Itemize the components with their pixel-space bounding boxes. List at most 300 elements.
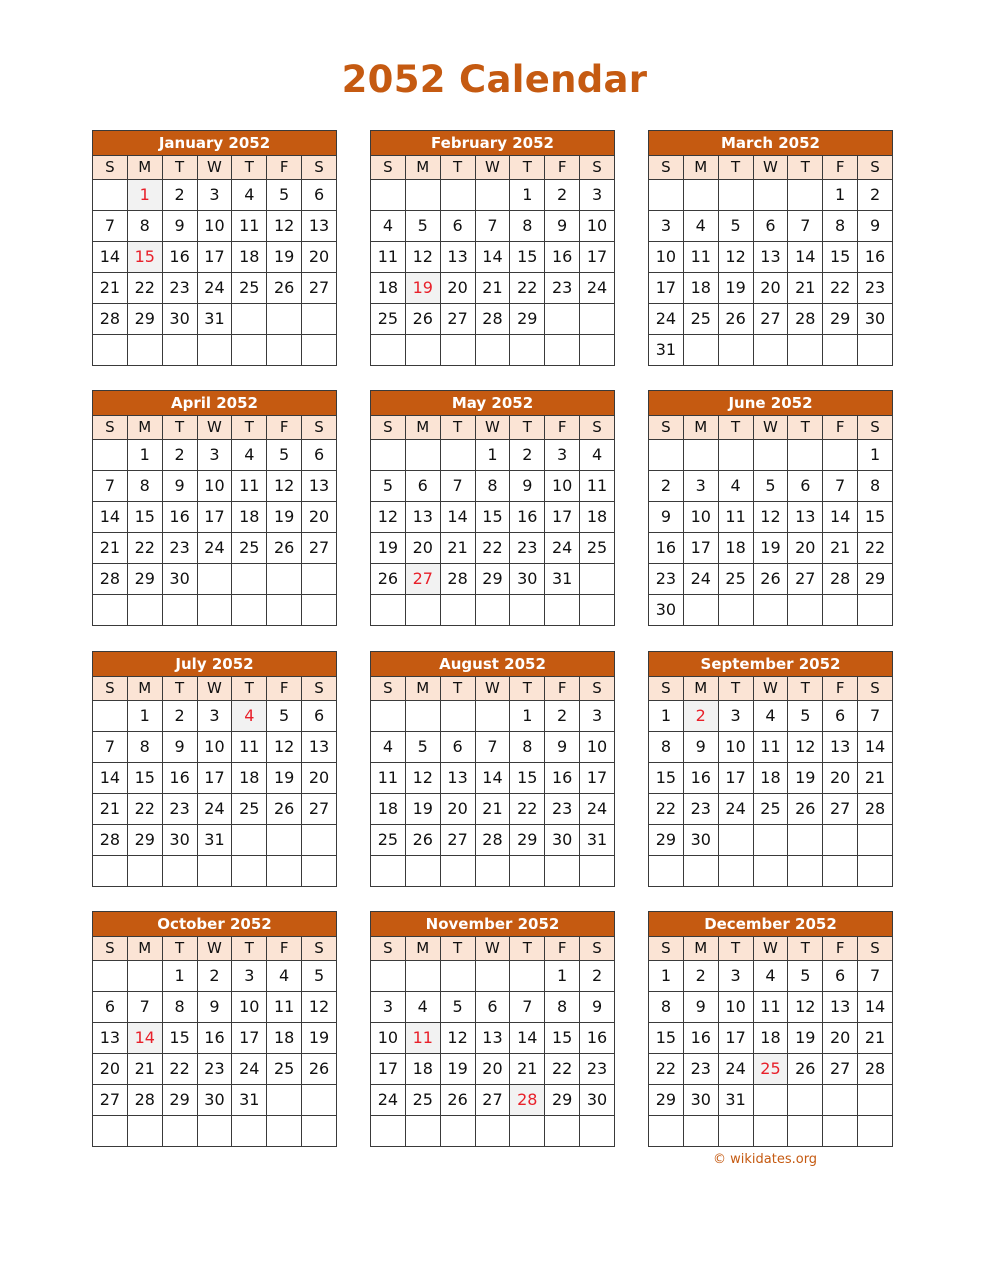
day-cell: 11 xyxy=(267,992,302,1023)
day-cell: 10 xyxy=(197,732,232,763)
empty-day-cell xyxy=(371,335,406,366)
week-row xyxy=(93,732,337,763)
day-cell: 26 xyxy=(718,304,753,335)
day-cell: 12 xyxy=(440,1023,475,1054)
day-cell: 15 xyxy=(162,1023,197,1054)
weekday-label: W xyxy=(197,677,232,701)
day-cell: 12 xyxy=(405,242,440,273)
month-calendar xyxy=(92,911,337,1148)
empty-day-cell xyxy=(510,856,545,887)
week-row xyxy=(93,502,337,533)
month-header: April 2052 xyxy=(92,390,337,416)
week-row xyxy=(371,564,615,595)
empty-day-cell xyxy=(823,856,858,887)
day-cell: 8 xyxy=(823,211,858,242)
weekday-label: W xyxy=(753,937,788,961)
day-cell: 13 xyxy=(93,1023,128,1054)
day-cell: 22 xyxy=(510,794,545,825)
week-row xyxy=(93,242,337,273)
empty-day-cell xyxy=(788,335,823,366)
weekday-label: S xyxy=(858,677,893,701)
day-cell: 21 xyxy=(858,1023,893,1054)
day-cell: 4 xyxy=(718,471,753,502)
day-cell: 8 xyxy=(127,471,162,502)
month-header: September 2052 xyxy=(648,651,893,677)
empty-day-cell xyxy=(371,701,406,732)
day-cell: 4 xyxy=(405,992,440,1023)
weekday-label: W xyxy=(475,937,510,961)
day-cell: 8 xyxy=(127,732,162,763)
day-cell: 20 xyxy=(823,1023,858,1054)
day-cell: 12 xyxy=(405,763,440,794)
empty-day-cell xyxy=(232,825,267,856)
empty-day-cell xyxy=(753,595,788,626)
day-cell: 6 xyxy=(440,211,475,242)
holiday-day-cell: 1 xyxy=(127,180,162,211)
day-cell: 20 xyxy=(440,273,475,304)
empty-day-cell xyxy=(440,180,475,211)
empty-day-cell xyxy=(127,961,162,992)
day-cell: 11 xyxy=(232,471,267,502)
weekday-label: T xyxy=(162,677,197,701)
day-cell: 18 xyxy=(371,794,406,825)
empty-day-cell xyxy=(649,1116,684,1147)
week-row xyxy=(371,763,615,794)
weekday-label: T xyxy=(718,416,753,440)
weekday-label: M xyxy=(405,156,440,180)
day-cell: 5 xyxy=(718,211,753,242)
day-cell: 21 xyxy=(127,1054,162,1085)
weekday-label: S xyxy=(649,937,684,961)
weekday-label: F xyxy=(823,677,858,701)
weekday-label: M xyxy=(683,416,718,440)
weekday-label: S xyxy=(649,677,684,701)
day-cell: 25 xyxy=(683,304,718,335)
day-cell: 6 xyxy=(823,961,858,992)
day-cell: 20 xyxy=(302,502,337,533)
month-grid xyxy=(648,155,893,366)
empty-day-cell xyxy=(93,335,128,366)
empty-day-cell xyxy=(197,1116,232,1147)
empty-day-cell xyxy=(753,180,788,211)
day-cell: 13 xyxy=(302,471,337,502)
empty-day-cell xyxy=(788,595,823,626)
day-cell: 1 xyxy=(475,440,510,471)
empty-day-cell xyxy=(545,335,580,366)
day-cell: 10 xyxy=(649,242,684,273)
empty-day-cell xyxy=(232,856,267,887)
day-cell: 4 xyxy=(371,732,406,763)
day-cell: 22 xyxy=(649,794,684,825)
day-cell: 28 xyxy=(93,564,128,595)
day-cell: 6 xyxy=(475,992,510,1023)
weekday-label: W xyxy=(475,416,510,440)
weekday-label: T xyxy=(510,677,545,701)
day-cell: 28 xyxy=(475,825,510,856)
empty-day-cell xyxy=(823,1116,858,1147)
day-cell: 30 xyxy=(162,825,197,856)
day-cell: 12 xyxy=(753,502,788,533)
holiday-day-cell: 19 xyxy=(405,273,440,304)
day-cell: 22 xyxy=(127,533,162,564)
day-cell: 10 xyxy=(197,211,232,242)
week-row xyxy=(93,701,337,732)
empty-day-cell xyxy=(302,1116,337,1147)
day-cell: 26 xyxy=(788,1054,823,1085)
day-cell: 17 xyxy=(580,242,615,273)
day-cell: 23 xyxy=(545,794,580,825)
day-cell: 10 xyxy=(371,1023,406,1054)
weekday-label: M xyxy=(127,937,162,961)
weekday-label: F xyxy=(823,937,858,961)
weekday-label: S xyxy=(93,677,128,701)
day-cell: 12 xyxy=(788,732,823,763)
empty-day-cell xyxy=(440,595,475,626)
day-cell: 3 xyxy=(197,440,232,471)
day-cell: 27 xyxy=(475,1085,510,1116)
day-cell: 24 xyxy=(197,794,232,825)
week-row xyxy=(371,502,615,533)
weekday-label: S xyxy=(371,677,406,701)
day-cell: 3 xyxy=(649,211,684,242)
day-cell: 1 xyxy=(127,440,162,471)
day-cell: 25 xyxy=(405,1085,440,1116)
empty-day-cell xyxy=(788,1085,823,1116)
empty-day-cell xyxy=(580,564,615,595)
day-cell: 9 xyxy=(197,992,232,1023)
day-cell: 14 xyxy=(788,242,823,273)
month-grid xyxy=(92,936,337,1147)
empty-day-cell xyxy=(649,180,684,211)
month-header: July 2052 xyxy=(92,651,337,677)
weekday-label: W xyxy=(197,416,232,440)
day-cell: 17 xyxy=(371,1054,406,1085)
empty-day-cell xyxy=(823,825,858,856)
day-cell: 19 xyxy=(405,794,440,825)
day-cell: 13 xyxy=(823,992,858,1023)
week-row xyxy=(371,273,615,304)
empty-day-cell xyxy=(580,304,615,335)
month-calendar xyxy=(370,911,615,1148)
day-cell: 1 xyxy=(510,180,545,211)
week-row xyxy=(649,794,893,825)
weekday-label: S xyxy=(858,156,893,180)
weekday-label: S xyxy=(649,156,684,180)
month-calendar xyxy=(92,130,337,367)
month-grid xyxy=(92,155,337,366)
week-row xyxy=(649,1085,893,1116)
empty-day-cell xyxy=(232,595,267,626)
weekday-header-row xyxy=(93,416,337,440)
day-cell: 22 xyxy=(162,1054,197,1085)
day-cell: 17 xyxy=(718,1023,753,1054)
weekday-label: S xyxy=(93,416,128,440)
day-cell: 31 xyxy=(718,1085,753,1116)
day-cell: 27 xyxy=(93,1085,128,1116)
empty-day-cell xyxy=(649,440,684,471)
day-cell: 28 xyxy=(788,304,823,335)
empty-day-cell xyxy=(858,1116,893,1147)
day-cell: 9 xyxy=(510,471,545,502)
day-cell: 1 xyxy=(127,701,162,732)
empty-day-cell xyxy=(788,856,823,887)
day-cell: 19 xyxy=(371,533,406,564)
weekday-label: T xyxy=(788,416,823,440)
empty-day-cell xyxy=(371,961,406,992)
weekday-label: S xyxy=(580,677,615,701)
weekday-label: T xyxy=(788,937,823,961)
day-cell: 4 xyxy=(232,180,267,211)
month-calendar xyxy=(648,651,893,888)
day-cell: 15 xyxy=(858,502,893,533)
empty-day-cell xyxy=(510,595,545,626)
day-cell: 4 xyxy=(683,211,718,242)
empty-day-cell xyxy=(302,825,337,856)
month-grid xyxy=(648,415,893,626)
day-cell: 1 xyxy=(510,701,545,732)
weekday-label: T xyxy=(232,677,267,701)
day-cell: 29 xyxy=(823,304,858,335)
empty-day-cell xyxy=(197,595,232,626)
day-cell: 20 xyxy=(405,533,440,564)
day-cell: 7 xyxy=(93,732,128,763)
day-cell: 30 xyxy=(683,1085,718,1116)
day-cell: 8 xyxy=(510,732,545,763)
day-cell: 30 xyxy=(545,825,580,856)
day-cell: 17 xyxy=(683,533,718,564)
day-cell: 21 xyxy=(858,763,893,794)
empty-day-cell xyxy=(858,595,893,626)
week-row xyxy=(371,992,615,1023)
weekday-label: F xyxy=(823,416,858,440)
day-cell: 16 xyxy=(162,502,197,533)
day-cell: 26 xyxy=(267,273,302,304)
day-cell: 30 xyxy=(649,595,684,626)
day-cell: 22 xyxy=(545,1054,580,1085)
day-cell: 31 xyxy=(580,825,615,856)
weekday-header-row xyxy=(649,156,893,180)
month-grid xyxy=(370,676,615,887)
day-cell: 18 xyxy=(580,502,615,533)
weekday-label: S xyxy=(93,937,128,961)
empty-day-cell xyxy=(580,856,615,887)
week-row xyxy=(649,304,893,335)
day-cell: 10 xyxy=(232,992,267,1023)
day-cell: 20 xyxy=(753,273,788,304)
day-cell: 26 xyxy=(302,1054,337,1085)
day-cell: 18 xyxy=(232,242,267,273)
empty-day-cell xyxy=(753,1116,788,1147)
holiday-day-cell: 14 xyxy=(127,1023,162,1054)
day-cell: 7 xyxy=(858,701,893,732)
weekday-label: W xyxy=(753,677,788,701)
day-cell: 6 xyxy=(302,440,337,471)
empty-day-cell xyxy=(302,595,337,626)
empty-day-cell xyxy=(510,1116,545,1147)
empty-day-cell xyxy=(475,180,510,211)
day-cell: 24 xyxy=(545,533,580,564)
day-cell: 16 xyxy=(683,1023,718,1054)
day-cell: 16 xyxy=(683,763,718,794)
empty-day-cell xyxy=(475,595,510,626)
empty-day-cell xyxy=(405,440,440,471)
day-cell: 6 xyxy=(93,992,128,1023)
week-row xyxy=(93,961,337,992)
day-cell: 16 xyxy=(510,502,545,533)
week-row xyxy=(371,242,615,273)
week-row xyxy=(649,595,893,626)
day-cell: 14 xyxy=(858,992,893,1023)
day-cell: 21 xyxy=(475,273,510,304)
day-cell: 11 xyxy=(232,732,267,763)
day-cell: 14 xyxy=(858,732,893,763)
day-cell: 4 xyxy=(371,211,406,242)
day-cell: 22 xyxy=(475,533,510,564)
empty-day-cell xyxy=(580,335,615,366)
weekday-label: F xyxy=(545,937,580,961)
week-row xyxy=(649,701,893,732)
day-cell: 7 xyxy=(510,992,545,1023)
week-row xyxy=(93,1085,337,1116)
weekday-label: T xyxy=(162,156,197,180)
day-cell: 8 xyxy=(162,992,197,1023)
day-cell: 14 xyxy=(475,242,510,273)
day-cell: 29 xyxy=(510,304,545,335)
day-cell: 19 xyxy=(788,1023,823,1054)
day-cell: 12 xyxy=(788,992,823,1023)
day-cell: 21 xyxy=(823,533,858,564)
day-cell: 16 xyxy=(858,242,893,273)
day-cell: 15 xyxy=(545,1023,580,1054)
day-cell: 16 xyxy=(580,1023,615,1054)
week-row xyxy=(93,533,337,564)
empty-day-cell xyxy=(267,825,302,856)
day-cell: 23 xyxy=(162,794,197,825)
day-cell: 6 xyxy=(753,211,788,242)
empty-day-cell xyxy=(267,335,302,366)
day-cell: 18 xyxy=(267,1023,302,1054)
empty-day-cell xyxy=(823,595,858,626)
day-cell: 19 xyxy=(718,273,753,304)
day-cell: 6 xyxy=(440,732,475,763)
empty-day-cell xyxy=(440,701,475,732)
day-cell: 12 xyxy=(267,732,302,763)
footer-copyright[interactable]: © wikidates.org xyxy=(713,1152,818,1167)
weekday-label: T xyxy=(788,156,823,180)
empty-day-cell xyxy=(197,856,232,887)
day-cell: 30 xyxy=(683,825,718,856)
day-cell: 3 xyxy=(197,701,232,732)
empty-day-cell xyxy=(405,335,440,366)
day-cell: 24 xyxy=(197,533,232,564)
week-row xyxy=(649,273,893,304)
day-cell: 15 xyxy=(127,502,162,533)
empty-day-cell xyxy=(683,180,718,211)
day-cell: 22 xyxy=(649,1054,684,1085)
empty-day-cell xyxy=(267,1116,302,1147)
weekday-label: T xyxy=(510,156,545,180)
week-row xyxy=(649,440,893,471)
weekday-header-row xyxy=(93,156,337,180)
empty-day-cell xyxy=(858,825,893,856)
week-row xyxy=(371,595,615,626)
month-calendar xyxy=(648,390,893,627)
day-cell: 27 xyxy=(302,273,337,304)
empty-day-cell xyxy=(475,335,510,366)
weekday-label: T xyxy=(232,156,267,180)
weekday-label: T xyxy=(162,937,197,961)
month-header: October 2052 xyxy=(92,911,337,937)
weekday-header-row xyxy=(93,677,337,701)
day-cell: 4 xyxy=(267,961,302,992)
week-row xyxy=(649,856,893,887)
weekday-label: W xyxy=(475,677,510,701)
day-cell: 5 xyxy=(371,471,406,502)
day-cell: 26 xyxy=(405,304,440,335)
day-cell: 22 xyxy=(127,794,162,825)
weekday-label: S xyxy=(302,937,337,961)
weekday-label: T xyxy=(232,416,267,440)
day-cell: 17 xyxy=(232,1023,267,1054)
day-cell: 2 xyxy=(580,961,615,992)
weekday-label: T xyxy=(440,677,475,701)
empty-day-cell xyxy=(93,961,128,992)
weekday-label: S xyxy=(93,156,128,180)
week-row xyxy=(93,595,337,626)
day-cell: 14 xyxy=(475,763,510,794)
month-grid xyxy=(92,415,337,626)
day-cell: 23 xyxy=(510,533,545,564)
week-row xyxy=(649,992,893,1023)
empty-day-cell xyxy=(475,701,510,732)
week-row xyxy=(371,211,615,242)
day-cell: 11 xyxy=(371,242,406,273)
day-cell: 9 xyxy=(162,471,197,502)
weekday-header-row xyxy=(371,677,615,701)
weekday-label: F xyxy=(545,156,580,180)
week-row xyxy=(93,211,337,242)
empty-day-cell xyxy=(371,180,406,211)
day-cell: 25 xyxy=(267,1054,302,1085)
day-cell: 16 xyxy=(162,242,197,273)
month-header: May 2052 xyxy=(370,390,615,416)
weekday-label: W xyxy=(197,937,232,961)
day-cell: 13 xyxy=(788,502,823,533)
empty-day-cell xyxy=(718,440,753,471)
day-cell: 19 xyxy=(302,1023,337,1054)
holiday-day-cell: 25 xyxy=(753,1054,788,1085)
weekday-label: W xyxy=(197,156,232,180)
day-cell: 4 xyxy=(753,961,788,992)
month-header: March 2052 xyxy=(648,130,893,156)
day-cell: 10 xyxy=(580,211,615,242)
day-cell: 3 xyxy=(718,701,753,732)
day-cell: 27 xyxy=(823,1054,858,1085)
day-cell: 23 xyxy=(580,1054,615,1085)
day-cell: 24 xyxy=(718,1054,753,1085)
day-cell: 9 xyxy=(649,502,684,533)
day-cell: 21 xyxy=(93,273,128,304)
empty-day-cell xyxy=(823,440,858,471)
empty-day-cell xyxy=(127,856,162,887)
day-cell: 3 xyxy=(580,180,615,211)
week-row xyxy=(93,273,337,304)
empty-day-cell xyxy=(440,961,475,992)
day-cell: 3 xyxy=(683,471,718,502)
weekday-label: T xyxy=(788,677,823,701)
month-calendar xyxy=(370,390,615,627)
day-cell: 4 xyxy=(580,440,615,471)
